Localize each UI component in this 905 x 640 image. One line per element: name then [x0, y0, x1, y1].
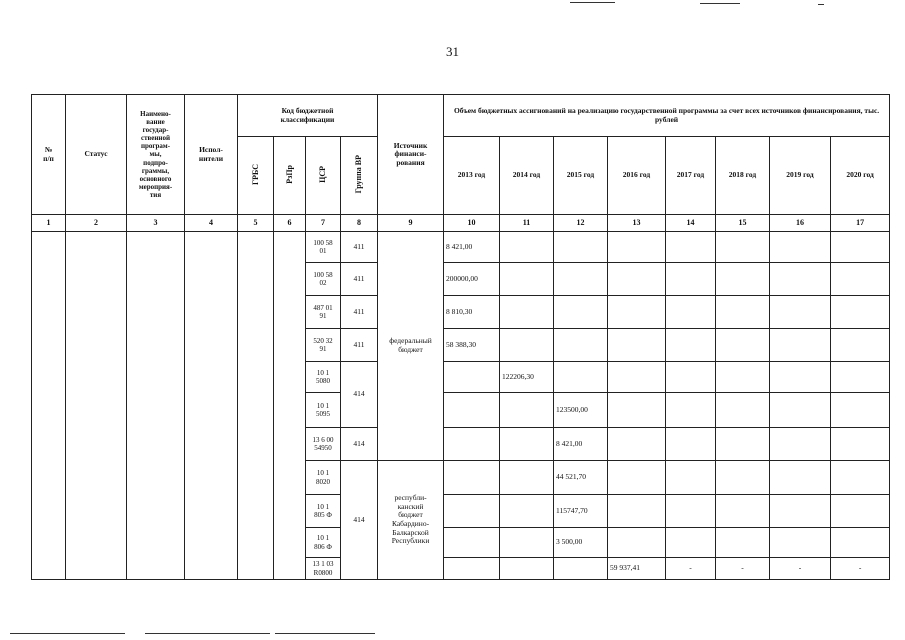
col-number: 7 [306, 215, 341, 232]
header-num: № п/п [32, 95, 66, 215]
cell-vr: 411 [341, 329, 378, 362]
cell-2014 [500, 393, 554, 428]
col-number: 1 [32, 215, 66, 232]
col-number: 11 [500, 215, 554, 232]
cell-2014 [500, 263, 554, 296]
cell-2013 [444, 461, 500, 495]
cell-vr: 411 [341, 296, 378, 329]
header-year-2017: 2017 год [666, 137, 716, 215]
cell-2017 [666, 329, 716, 362]
cell-2018 [716, 528, 770, 558]
cell-2015 [554, 296, 608, 329]
cell-2015 [554, 558, 608, 580]
cell-rzpr [274, 232, 306, 580]
cell-status [66, 232, 127, 580]
cell-2015: 8 421,00 [554, 428, 608, 461]
cell-2020 [831, 393, 890, 428]
cell-2013: 200000,00 [444, 263, 500, 296]
cell-2020 [831, 495, 890, 528]
col-number: 5 [238, 215, 274, 232]
cell-2017 [666, 393, 716, 428]
cell-vr: 411 [341, 263, 378, 296]
cell-2020 [831, 528, 890, 558]
cell-source-federal: федеральный бюджет [378, 232, 444, 461]
header-budget-code: Код бюджетной классификации [238, 95, 378, 137]
cell-2018 [716, 495, 770, 528]
col-number: 12 [554, 215, 608, 232]
cell-2019 [770, 461, 831, 495]
cell-2014 [500, 232, 554, 263]
col-number: 9 [378, 215, 444, 232]
cell-2019 [770, 393, 831, 428]
cell-csr: 10 1 5095 [306, 393, 341, 428]
cell-2017 [666, 263, 716, 296]
cell-2019 [770, 232, 831, 263]
cell-2019 [770, 263, 831, 296]
column-number-row [32, 215, 890, 232]
cell-2018 [716, 461, 770, 495]
header-vr: Группа ВР [341, 137, 378, 215]
cell-csr: 487 01 91 [306, 296, 341, 329]
cell-csr: 13 6 00 54950 [306, 428, 341, 461]
cell-2020 [831, 296, 890, 329]
cell-csr: 10 1 806 Ф [306, 528, 341, 558]
cell-2019 [770, 428, 831, 461]
cell-2015: 115747,70 [554, 495, 608, 528]
cell-2017 [666, 362, 716, 393]
col-number: 17 [831, 215, 890, 232]
header-name: Наимено- вание государ- ственной програм- мы, подпро- граммы, основного мероприя- тия [127, 95, 185, 215]
cell-csr: 520 32 91 [306, 329, 341, 362]
cell-2017 [666, 296, 716, 329]
cell-csr: 10 1 805 Ф [306, 495, 341, 528]
cell-2020 [831, 232, 890, 263]
header-grbs: ГРБС [238, 137, 274, 215]
cell-2014 [500, 528, 554, 558]
header-year-2016: 2016 год [608, 137, 666, 215]
col-number: 4 [185, 215, 238, 232]
cell-2017: - [666, 558, 716, 580]
cell-2013 [444, 362, 500, 393]
cell-2015: 123500,00 [554, 393, 608, 428]
cell-2020 [831, 263, 890, 296]
header-source: Источник финанси- рования [378, 95, 444, 215]
header-status: Статус [66, 95, 127, 215]
cell-2018 [716, 263, 770, 296]
cell-2014 [500, 495, 554, 528]
cell-2015: 3 500,00 [554, 528, 608, 558]
cell-2017 [666, 495, 716, 528]
cell-vr: 414 [341, 362, 378, 428]
cell-csr: 13 1 03 R0800 [306, 558, 341, 580]
cell-2018: - [716, 558, 770, 580]
cell-2013: 8 810,30 [444, 296, 500, 329]
col-number: 13 [608, 215, 666, 232]
top-rule-2 [700, 3, 740, 4]
cell-2016 [608, 362, 666, 393]
cell-2016 [608, 296, 666, 329]
cell-2019: - [770, 558, 831, 580]
header-year-2014: 2014 год [500, 137, 554, 215]
cell-grbs [238, 232, 274, 580]
col-number: 16 [770, 215, 831, 232]
cell-2016 [608, 329, 666, 362]
cell-2020 [831, 461, 890, 495]
cell-csr: 10 1 5080 [306, 362, 341, 393]
cell-2016 [608, 232, 666, 263]
cell-csr: 10 1 8020 [306, 461, 341, 495]
cell-2019 [770, 495, 831, 528]
col-number: 8 [341, 215, 378, 232]
header-year-2020: 2020 год [831, 137, 890, 215]
cell-2018 [716, 362, 770, 393]
cell-2016: 59 937,41 [608, 558, 666, 580]
header-executors: Испол- нители [185, 95, 238, 215]
cell-2013: 58 388,30 [444, 329, 500, 362]
cell-2013 [444, 428, 500, 461]
header-year-2015: 2015 год [554, 137, 608, 215]
cell-num [32, 232, 66, 580]
cell-vr: 414 [341, 461, 378, 580]
header-csr: ЦСР [306, 137, 341, 215]
cell-2015 [554, 362, 608, 393]
bottom-rule-2 [145, 633, 270, 634]
cell-csr: 100 58 02 [306, 263, 341, 296]
cell-2014 [500, 428, 554, 461]
cell-2014 [500, 461, 554, 495]
budget-allocation-table [31, 94, 890, 580]
header-rzpr: РзПр [274, 137, 306, 215]
col-number: 6 [274, 215, 306, 232]
cell-2013 [444, 393, 500, 428]
cell-csr: 100 58 01 [306, 232, 341, 263]
cell-2016 [608, 528, 666, 558]
cell-name [127, 232, 185, 580]
cell-2014 [500, 558, 554, 580]
cell-2013 [444, 558, 500, 580]
col-number: 10 [444, 215, 500, 232]
header-year-2019: 2019 год [770, 137, 831, 215]
cell-2020: - [831, 558, 890, 580]
cell-2019 [770, 296, 831, 329]
cell-2017 [666, 428, 716, 461]
cell-vr: 411 [341, 232, 378, 263]
table-row [32, 232, 890, 263]
bottom-rule-3 [275, 633, 375, 634]
col-number: 14 [666, 215, 716, 232]
header-volume: Объем бюджетных ассигнований на реализацию государственной программы за счет всех источников финансирования, тыс. рублей [444, 95, 890, 137]
page-number: 31 [446, 44, 459, 59]
cell-2013: 8 421,00 [444, 232, 500, 263]
cell-2015 [554, 263, 608, 296]
cell-vr: 414 [341, 428, 378, 461]
col-number: 15 [716, 215, 770, 232]
cell-2016 [608, 393, 666, 428]
cell-2018 [716, 393, 770, 428]
cell-executors [185, 232, 238, 580]
cell-2016 [608, 461, 666, 495]
cell-2020 [831, 329, 890, 362]
cell-2017 [666, 232, 716, 263]
cell-2017 [666, 461, 716, 495]
cell-2020 [831, 362, 890, 393]
cell-2018 [716, 329, 770, 362]
cell-2016 [608, 428, 666, 461]
col-number: 3 [127, 215, 185, 232]
cell-2019 [770, 329, 831, 362]
cell-2013 [444, 495, 500, 528]
cell-2016 [608, 495, 666, 528]
cell-2019 [770, 528, 831, 558]
cell-2017 [666, 528, 716, 558]
cell-2018 [716, 232, 770, 263]
cell-2014 [500, 329, 554, 362]
col-number: 2 [66, 215, 127, 232]
cell-2013 [444, 528, 500, 558]
cell-2020 [831, 428, 890, 461]
cell-2019 [770, 362, 831, 393]
top-rule-1 [570, 2, 615, 3]
header-year-2018: 2018 год [716, 137, 770, 215]
cell-2014 [500, 296, 554, 329]
bottom-rule-1 [10, 633, 125, 634]
cell-2018 [716, 428, 770, 461]
cell-source-republic: республи- канский бюджет Кабардино- Балкарской Республики [378, 461, 444, 580]
cell-2015: 44 521,70 [554, 461, 608, 495]
cell-2018 [716, 296, 770, 329]
cell-2014: 122206,30 [500, 362, 554, 393]
cell-2016 [608, 263, 666, 296]
header-year-2013: 2013 год [444, 137, 500, 215]
cell-2015 [554, 232, 608, 263]
top-rule-3 [818, 4, 824, 5]
cell-2015 [554, 329, 608, 362]
